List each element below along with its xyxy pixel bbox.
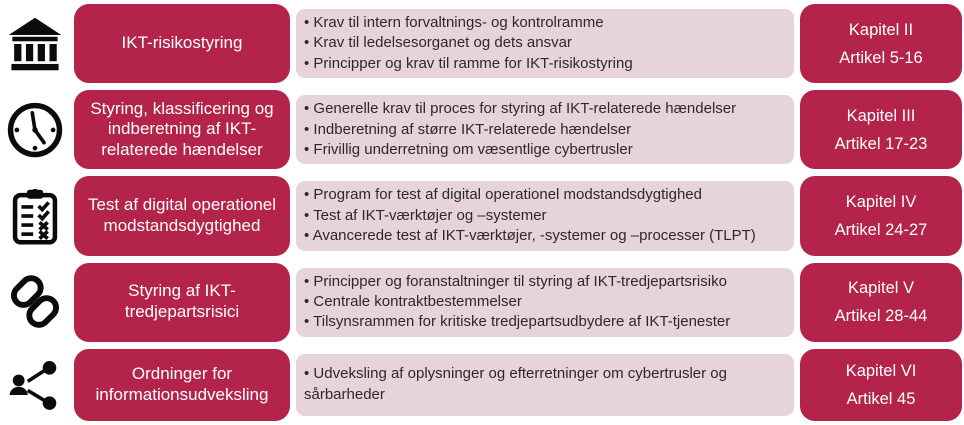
chapter-ref-box [800,90,962,169]
article-range: Artikel 45 [846,389,916,408]
dora-row-haendelser [2,90,962,169]
bullet-item: • Principper og foranstaltninger til styring af IKT-tredjepartsrisiko [304,272,784,292]
chapter-bullets-box [296,95,794,164]
dora-row-ikt-risikostyring [2,4,962,83]
dora-row-test [2,176,962,255]
bullet-item: • Krav til ledelsesorganet og dets ansvar [304,33,784,53]
clock-icon [6,101,64,159]
chapter-label: Kapitel III [846,106,916,125]
bullet-item: • Frivillig underretning om væsentlige cybertrusler [304,140,784,160]
bullet-item: • Indberetning af større IKT-relaterede hændelser [304,120,784,140]
bullet-item: • Avancerede test af IKT-værktøjer, -systemer og –processer (TLPT) [304,226,784,246]
chapter-title-box: Styring, klassificering og indberetning af IKT-relaterede hændelser [74,90,290,169]
bank-icon [6,15,64,73]
bullet-item: • Test af IKT-værktøjer og –systemer [304,206,784,226]
checklist-icon [6,187,64,245]
bullet-item: • Udveksling af oplysninger og efterretninger om cybertrusler og sårbarheder [304,364,784,405]
chapter-ref-box [800,4,962,83]
bullet-item: • Krav til intern forvaltnings- og kontrolramme [304,13,784,33]
icon-cell [2,349,68,421]
article-range: Artikel 28-44 [834,307,928,326]
chapter-title-box: IKT-risikostyring [74,4,290,83]
chain-icon [6,273,64,331]
chapter-bullets-box [296,268,794,337]
chapter-label: Kapitel IV [845,192,917,211]
chapter-title-box: Test af digital operationel modstandsdygtighed [74,176,290,255]
chapter-label: Kapitel V [847,279,915,298]
icon-cell [2,263,68,342]
dora-row-tredjepart [2,263,962,342]
chapter-bullets-box [296,9,794,78]
article-range: Artikel 5-16 [839,48,923,67]
icon-cell [2,4,68,83]
bullet-item: • Principper og krav til ramme for IKT-risikostyring [304,54,784,74]
chapter-label: Kapitel II [848,20,914,39]
chapter-ref-box [800,176,962,255]
chapter-title-box: Ordninger for informationsudveksling [74,349,290,421]
bullet-item: • Program for test af digital operationel modstandsdygtighed [304,185,784,205]
share-person-icon [6,356,64,414]
article-range: Artikel 24-27 [834,220,928,239]
chapter-bullets-box [296,181,794,250]
chapter-label: Kapitel VI [845,361,917,380]
bullet-item: • Tilsynsrammen for kritiske tredjepartsudbydere af IKT-tjenester [304,312,784,332]
chapter-ref-box [800,263,962,342]
dora-row-informationsudveksling [2,349,962,421]
icon-cell [2,90,68,169]
bullet-item: • Generelle krav til proces for styring af IKT-relaterede hændelser [304,99,784,119]
article-range: Artikel 17-23 [834,134,928,153]
chapter-bullets-box [296,354,794,416]
chapter-ref-box [800,349,962,421]
chapter-title-box: Styring af IKT-tredjepartsrisici [74,263,290,342]
bullet-item: • Centrale kontraktbestemmelser [304,292,784,312]
icon-cell [2,176,68,255]
